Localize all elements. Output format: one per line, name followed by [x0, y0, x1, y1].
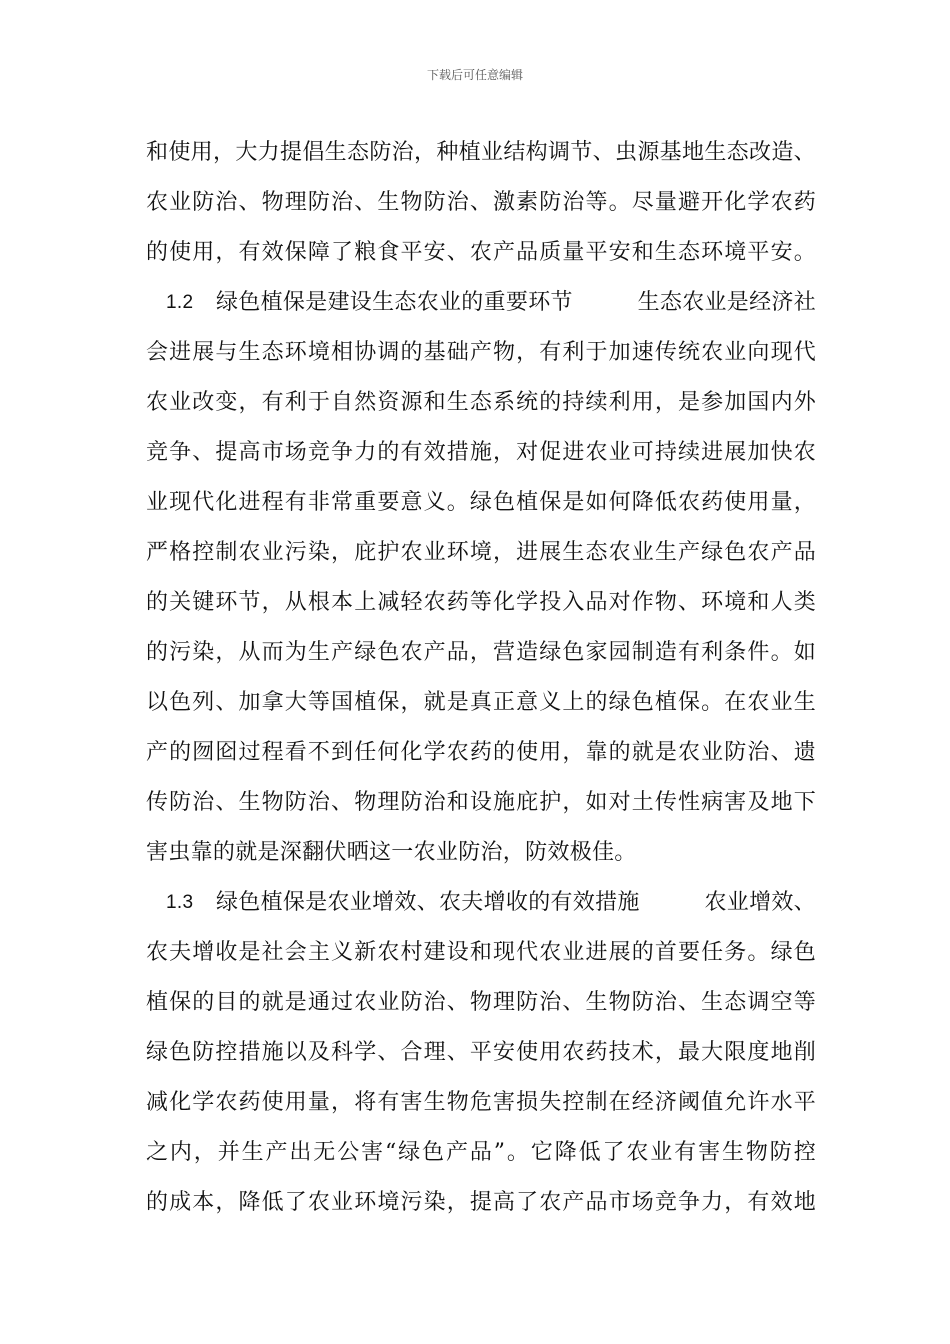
text-line: 农业防治、物理防治、生物防治、激素防治等。尽量避开化学农药	[146, 190, 816, 215]
page-header: 下载后可任意编辑	[426, 68, 523, 82]
text-line: 产的囫囵过程看不到任何化学农药的使用，靠的就是农业防治、遗	[146, 740, 816, 765]
text-line: 农业改变，有利于自然资源和生态系统的持续利用，是参加国内外	[146, 390, 816, 415]
text-line: 农夫增收是社会主义新农村建设和现代农业进展的首要任务。绿色	[146, 940, 816, 965]
text-line: 传防治、生物防治、物理防治和设施庇护，如对土传性病害及地下	[146, 790, 816, 815]
text-line: 植保的目的就是通过农业防治、物理防治、生物防治、生态调空等	[146, 990, 816, 1015]
document-body	[146, 128, 816, 1228]
text-line: 绿色防控措施以及科学、合理、平安使用农药技术，最大限度地削	[146, 1040, 816, 1065]
text-line: 会进展与生态环境相协调的基础产物，有利于加速传统农业向现代	[146, 340, 816, 365]
section-title: 绿色植保是建设生态农业的重要环节	[216, 290, 573, 315]
text-line: 农业增效、	[704, 890, 816, 915]
text-line: 和使用，大力提倡生态防治，种植业结构调节、虫源基地生态改造、	[146, 140, 816, 165]
text-line: 的成本，降低了农业环境污染，提高了农产品市场竞争力，有效地	[146, 1190, 816, 1215]
text-line: 严格控制农业污染，庇护农业环境，进展生态农业生产绿色农产品	[146, 540, 816, 565]
section-heading-line	[146, 278, 816, 328]
text-line: 生态农业是经济社	[637, 290, 816, 315]
text-line: 的使用，有效保障了粮食平安、农产品质量平安和生态环境平安。	[146, 240, 816, 265]
section-number: 1.3	[166, 892, 194, 913]
section-number: 1.2	[166, 292, 194, 313]
text-line: 竞争、提高市场竞争力的有效措施，对促进农业可持续进展加快农	[146, 440, 816, 465]
section-heading-line	[146, 878, 816, 928]
text-line: 减化学农药使用量，将有害生物危害损失控制在经济阈值允许水平	[146, 1090, 816, 1115]
text-line: 之内，并生产出无公害“绿色产品”。它降低了农业有害生物防控	[146, 1140, 816, 1165]
text-line: 害虫靠的就是深翻伏晒这一农业防治，防效极佳。	[146, 840, 637, 865]
section-title: 绿色植保是农业增效、农夫增收的有效措施	[216, 890, 640, 915]
text-line: 的关键环节，从根本上减轻农药等化学投入品对作物、环境和人类	[146, 590, 816, 615]
text-line: 业现代化进程有非常重要意义。绿色植保是如何降低农药使用量，	[146, 490, 816, 515]
text-line: 以色列、加拿大等国植保，就是真正意义上的绿色植保。在农业生	[146, 690, 816, 715]
text-line: 的污染，从而为生产绿色农产品，营造绿色家园制造有利条件。如	[146, 640, 816, 665]
